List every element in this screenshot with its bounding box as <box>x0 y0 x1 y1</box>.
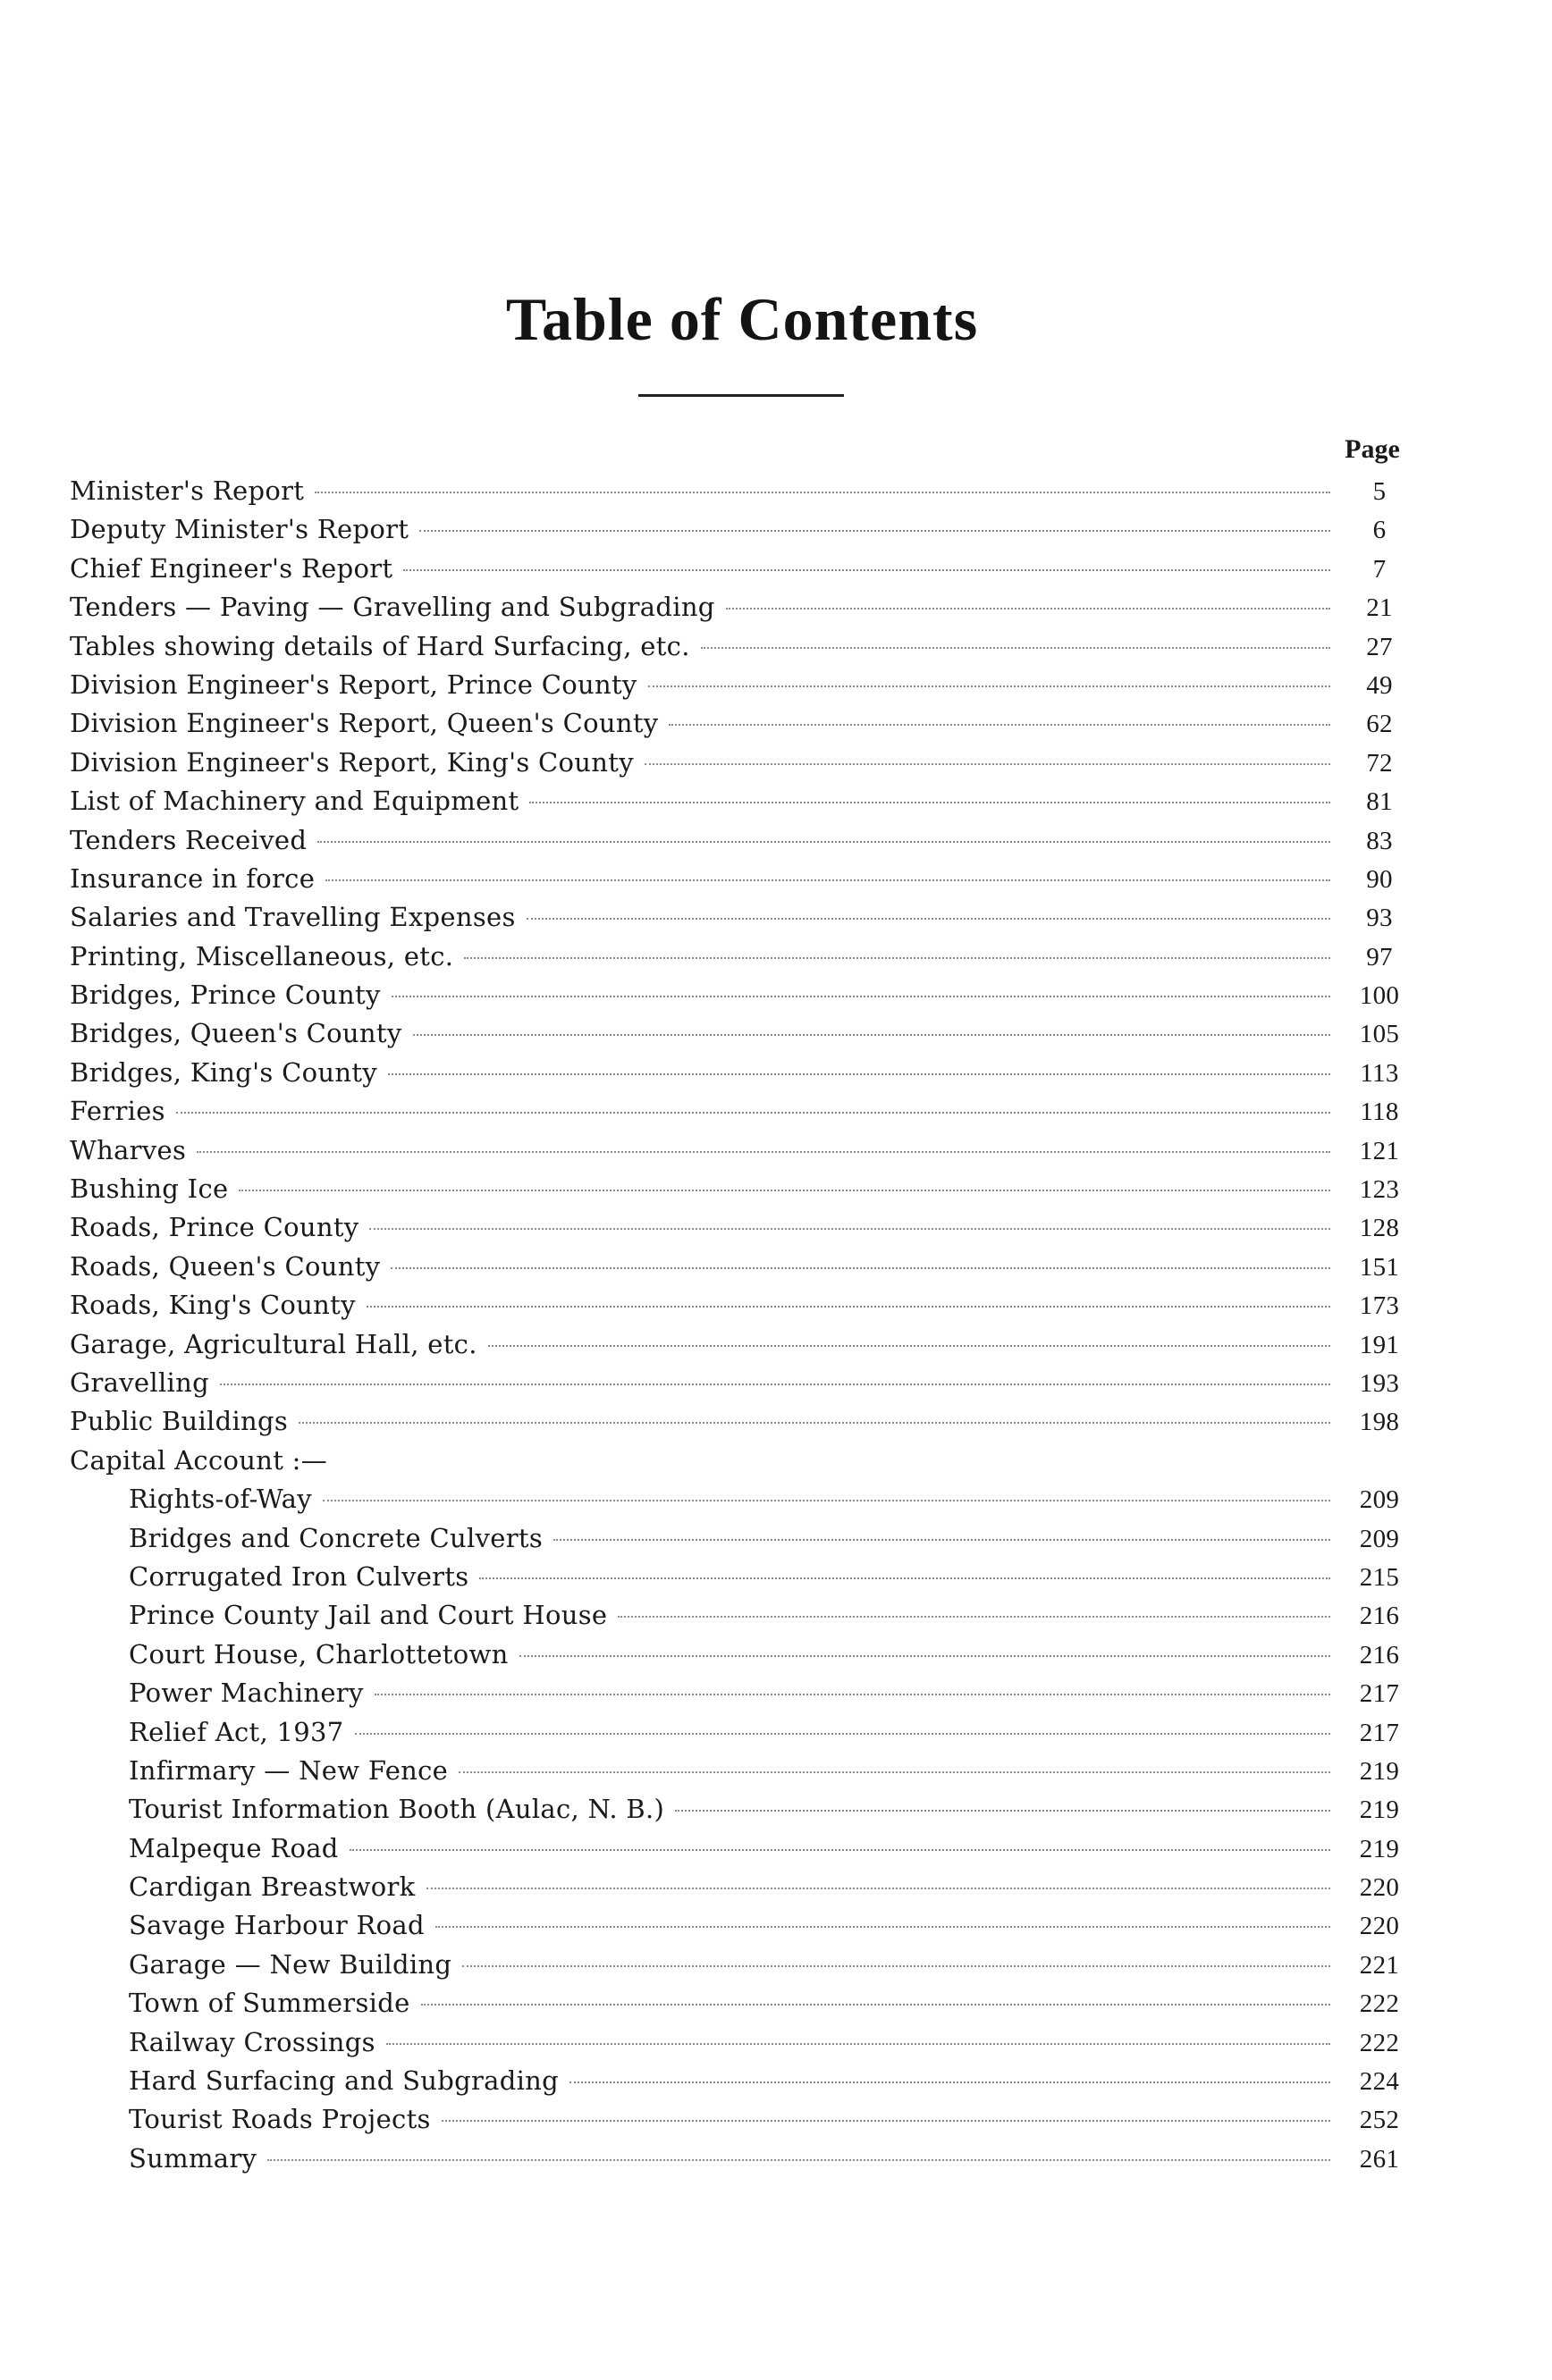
toc-entry-label: Ferries <box>70 1096 165 1127</box>
toc-entry <box>70 1248 1416 1286</box>
toc-entry-label: Division Engineer's Report, King's County <box>70 746 634 778</box>
toc-entry <box>70 1092 1416 1131</box>
dot-leader <box>459 1771 1330 1773</box>
dot-leader <box>435 1926 1330 1928</box>
toc-entry <box>70 860 1416 898</box>
toc-entry <box>70 550 1416 588</box>
toc-entry <box>70 2100 1416 2139</box>
dot-leader <box>645 763 1330 765</box>
toc-entry <box>70 2062 1416 2100</box>
dot-leader <box>553 1539 1330 1541</box>
toc-entry <box>70 1906 1416 1945</box>
dot-leader <box>367 1306 1330 1308</box>
dot-leader <box>325 879 1330 881</box>
dot-leader <box>391 1267 1330 1269</box>
toc-entry-label: Savage Harbour Road <box>129 1910 425 1941</box>
toc-entry-page-number: 27 <box>1366 632 1393 661</box>
toc-entry <box>70 1790 1416 1829</box>
toc-entry-label: Cardigan Breastwork <box>129 1871 416 1903</box>
dot-leader <box>403 569 1330 571</box>
toc-entry <box>70 1208 1416 1247</box>
toc-entry <box>70 2023 1416 2062</box>
dot-leader <box>317 841 1330 843</box>
toc-entry-label: Tables showing details of Hard Surfacing, etc. <box>70 630 690 661</box>
toc-entry-page-number: 209 <box>1359 1485 1400 1515</box>
toc-entry-label: Bushing Ice <box>70 1173 229 1205</box>
toc-entry-page-number: 105 <box>1359 1020 1400 1049</box>
dot-leader <box>419 530 1330 532</box>
toc-entry-page-number: 93 <box>1366 904 1393 933</box>
dot-leader <box>669 724 1330 726</box>
toc-entry-page-number: 209 <box>1359 1524 1400 1553</box>
toc-entry-page-number: 215 <box>1359 1562 1400 1592</box>
page-column-header: Page <box>1345 434 1400 464</box>
toc-entry-label: Malpeque Road <box>129 1832 339 1863</box>
toc-entry-page-number: 220 <box>1359 1912 1400 1941</box>
toc-entry <box>70 472 1416 510</box>
dot-leader <box>413 1034 1330 1036</box>
toc-entry-label: Printing, Miscellaneous, etc. <box>70 940 454 971</box>
toc-entry-page-number: 222 <box>1359 1989 1400 2019</box>
toc-entry-label: Gravelling <box>70 1367 209 1398</box>
toc-entry-label: Summary <box>129 2142 257 2174</box>
toc-entry-page-number: 219 <box>1359 1796 1400 1825</box>
toc-entry-label: Capital Account :— <box>70 1444 328 1476</box>
toc-entry-label: Hard Surfacing and Subgrading <box>129 2065 559 2097</box>
toc-entry <box>70 1054 1416 1092</box>
toc-entry <box>70 782 1416 820</box>
dot-leader <box>197 1151 1330 1153</box>
toc-entry <box>70 1519 1416 1558</box>
dot-leader <box>386 2043 1330 2045</box>
toc-entry-page-number: 221 <box>1359 1950 1400 1980</box>
toc-entry-label: Court House, Charlottetown <box>129 1638 509 1669</box>
toc-entry-label: Chief Engineer's Report <box>70 552 393 584</box>
toc-entry-label: Minister's Report <box>70 475 305 506</box>
toc-entry <box>70 1014 1416 1053</box>
dot-leader <box>388 1073 1330 1075</box>
dot-leader <box>369 1228 1330 1230</box>
toc-entry-page-number: 128 <box>1359 1214 1400 1243</box>
toc-entry-page-number: 198 <box>1359 1408 1400 1437</box>
toc-entry-label: Prince County Jail and Court House <box>129 1600 608 1631</box>
toc-entry-label: Division Engineer's Report, Queen's County <box>70 708 659 739</box>
toc-entry-page-number: 173 <box>1359 1291 1400 1321</box>
dot-leader <box>462 1965 1330 1967</box>
toc-entry-page-number: 118 <box>1360 1097 1399 1127</box>
dot-leader <box>519 1655 1330 1657</box>
toc-entry-page-number: 217 <box>1359 1679 1400 1709</box>
dot-leader <box>648 685 1330 687</box>
toc-entry-label: Tourist Roads Projects <box>129 2104 431 2135</box>
toc-entry-label: Tenders Received <box>70 824 308 855</box>
toc-entry-page-number: 219 <box>1359 1834 1400 1863</box>
toc-entry-page-number: 219 <box>1359 1756 1400 1786</box>
toc-entry-label: List of Machinery and Equipment <box>70 786 519 817</box>
dot-leader <box>675 1810 1330 1812</box>
toc-entry-page-number: 252 <box>1359 2106 1400 2135</box>
toc-entry-label: Roads, King's County <box>70 1290 356 1321</box>
toc-entry-page-number: 217 <box>1359 1718 1400 1747</box>
dot-leader <box>726 608 1330 610</box>
toc-entry <box>70 2140 1416 2178</box>
toc-entry-page-number: 62 <box>1366 710 1393 739</box>
toc-entry-page-number: 49 <box>1366 670 1393 700</box>
dot-leader <box>569 2081 1330 2083</box>
toc-entry <box>70 744 1416 782</box>
toc-entry-label: Rights-of-Way <box>129 1484 312 1515</box>
toc-entry <box>70 1170 1416 1208</box>
toc-list <box>70 472 1416 2178</box>
toc-entry <box>70 1325 1416 1364</box>
toc-entry-label: Bridges, King's County <box>70 1056 377 1088</box>
toc-entry <box>70 1868 1416 1906</box>
dot-leader <box>375 1694 1330 1695</box>
toc-entry-label: Railway Crossings <box>129 2026 375 2057</box>
toc-entry <box>70 1829 1416 1868</box>
toc-entry-page-number: 216 <box>1359 1640 1400 1669</box>
toc-entry <box>70 1674 1416 1712</box>
dot-leader <box>323 1500 1330 1501</box>
dot-leader <box>350 1849 1330 1851</box>
toc-entry <box>70 1713 1416 1752</box>
toc-entry-label: Roads, Queen's County <box>70 1250 381 1282</box>
dot-leader <box>267 2159 1330 2161</box>
toc-entry <box>70 704 1416 743</box>
toc-entry-label: Power Machinery <box>129 1678 364 1709</box>
toc-entry-label: Roads, Prince County <box>70 1212 359 1243</box>
toc-entry-page-number: 151 <box>1359 1252 1400 1282</box>
dot-leader <box>299 1422 1330 1424</box>
dot-leader <box>392 996 1330 997</box>
toc-entry-page-number: 222 <box>1359 2028 1400 2057</box>
page-title: Table of Contents <box>505 285 979 353</box>
dot-leader <box>421 2004 1330 2006</box>
toc-entry <box>70 1752 1416 1790</box>
toc-entry <box>70 976 1416 1014</box>
toc-entry-page-number: 90 <box>1366 864 1393 894</box>
dot-leader <box>618 1616 1330 1618</box>
toc-entry <box>70 1286 1416 1325</box>
toc-entry-page-number: 220 <box>1359 1873 1400 1903</box>
toc-entry-label: Bridges, Queen's County <box>70 1018 402 1049</box>
dot-leader <box>701 647 1330 649</box>
toc-entry <box>70 666 1416 704</box>
dot-leader <box>426 1888 1330 1889</box>
toc-entry-label: Town of Summerside <box>129 1988 410 2019</box>
toc-entry-page-number: 72 <box>1366 748 1393 778</box>
toc-entry-label: Insurance in force <box>70 862 316 894</box>
dot-leader <box>176 1112 1330 1114</box>
toc-entry <box>70 1558 1416 1596</box>
toc-entry-page-number: 7 <box>1372 554 1387 584</box>
toc-entry-page-number: 121 <box>1359 1136 1400 1165</box>
toc-entry <box>70 1946 1416 1984</box>
toc-entry-label: Garage, Agricultural Hall, etc. <box>70 1328 477 1359</box>
toc-entry-page-number: 97 <box>1366 942 1393 971</box>
toc-entry-label: Relief Act, 1937 <box>129 1716 344 1747</box>
dot-leader <box>239 1190 1330 1191</box>
toc-entry-page-number: 21 <box>1366 593 1393 623</box>
toc-entry <box>70 627 1416 666</box>
dot-leader <box>355 1733 1330 1735</box>
toc-entry-label: Corrugated Iron Culverts <box>129 1560 469 1592</box>
toc-entry-page-number: 83 <box>1366 826 1393 855</box>
toc-entry <box>70 1402 1416 1441</box>
toc-entry-page-number: 81 <box>1366 787 1393 817</box>
toc-entry-label: Wharves <box>70 1134 187 1165</box>
toc-entry <box>70 1442 1416 1480</box>
dot-leader <box>464 957 1330 959</box>
toc-entry <box>70 938 1416 976</box>
toc-entry-label: Infirmary — New Fence <box>129 1754 449 1786</box>
toc-entry-label: Division Engineer's Report, Prince County <box>70 669 637 700</box>
toc-entry <box>70 1636 1416 1674</box>
toc-entry-page-number: 224 <box>1359 2067 1400 2097</box>
toc-entry-page-number: 261 <box>1359 2144 1400 2174</box>
dot-leader <box>442 2120 1330 2122</box>
toc-entry-label: Garage — New Building <box>129 1948 452 1980</box>
toc-entry-page-number: 123 <box>1359 1175 1400 1205</box>
toc-entry <box>70 1364 1416 1402</box>
dot-leader <box>479 1577 1330 1579</box>
title-rule <box>638 394 844 397</box>
toc-entry-page-number: 6 <box>1372 516 1387 545</box>
dot-leader <box>527 918 1330 920</box>
dot-leader <box>220 1383 1330 1385</box>
toc-entry <box>70 898 1416 937</box>
toc-entry-page-number: 100 <box>1359 981 1400 1011</box>
toc-entry-page-number: 193 <box>1359 1368 1400 1398</box>
toc-entry-label: Deputy Minister's Report <box>70 514 409 545</box>
toc-entry-page-number: 216 <box>1359 1602 1400 1631</box>
toc-entry-page-number: 191 <box>1359 1330 1400 1359</box>
toc-entry-page-number: 5 <box>1372 477 1387 506</box>
toc-entry-label: Salaries and Travelling Expenses <box>70 902 516 933</box>
dot-leader <box>315 492 1330 493</box>
toc-entry <box>70 1131 1416 1170</box>
dot-leader <box>529 802 1330 803</box>
toc-entry-label: Public Buildings <box>70 1406 289 1437</box>
dot-leader <box>488 1345 1330 1347</box>
toc-entry-label: Tenders — Paving — Gravelling and Subgrading <box>70 592 715 623</box>
toc-entry-page-number: 113 <box>1360 1058 1399 1088</box>
toc-entry <box>70 1480 1416 1518</box>
toc-entry <box>70 1596 1416 1635</box>
toc-entry <box>70 510 1416 549</box>
toc-entry-label: Bridges and Concrete Culverts <box>129 1522 543 1553</box>
toc-entry-label: Tourist Information Booth (Aulac, N. B.) <box>129 1794 665 1825</box>
toc-entry <box>70 821 1416 860</box>
toc-entry-label: Bridges, Prince County <box>70 980 381 1011</box>
toc-entry <box>70 588 1416 627</box>
toc-entry <box>70 1984 1416 2023</box>
